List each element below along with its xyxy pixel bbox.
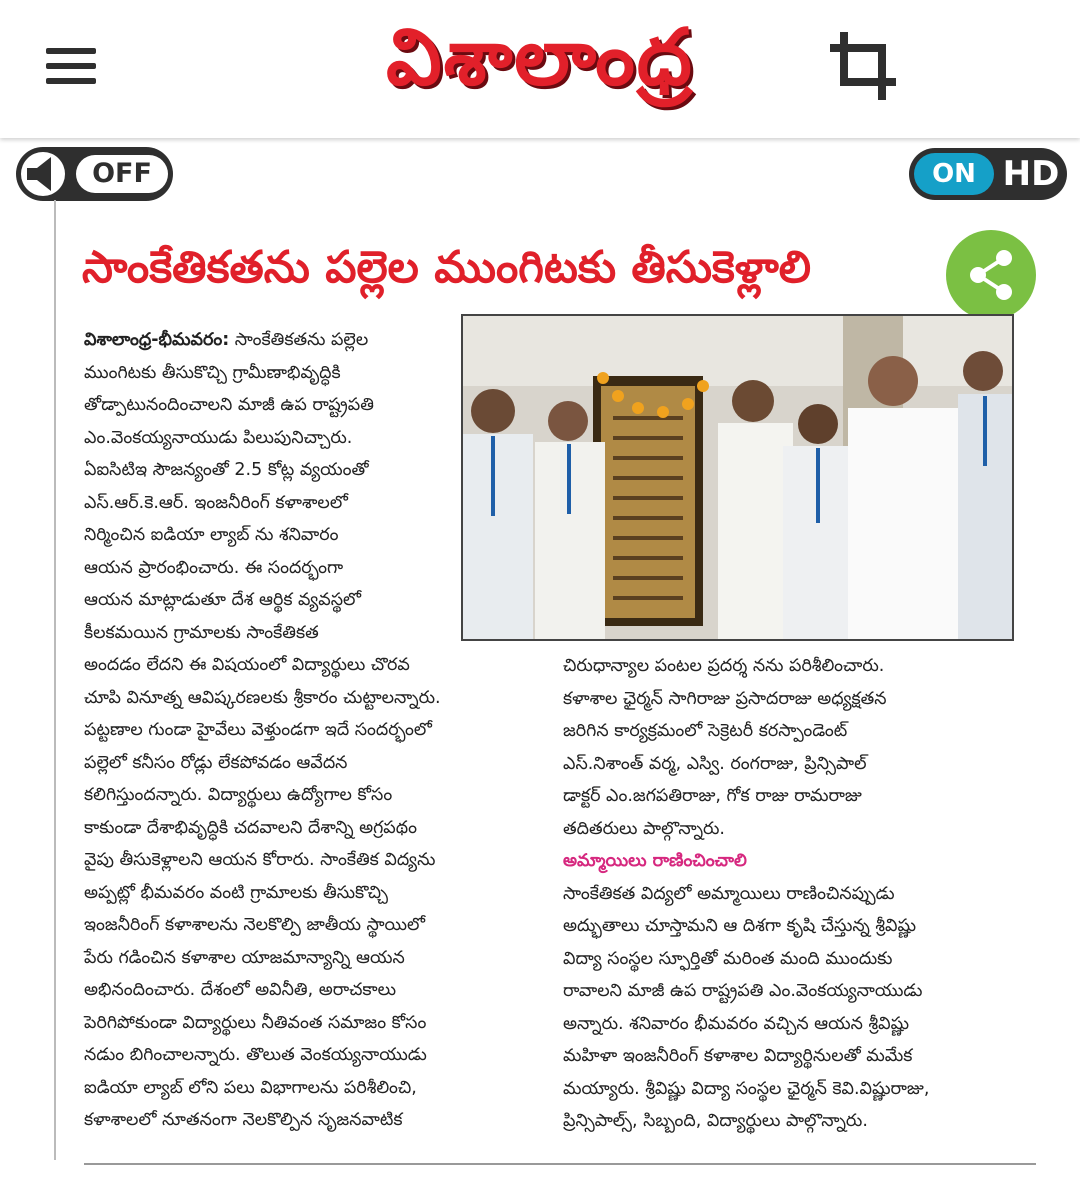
article-text-line: అద్భుతాలు చూస్తామని ఆ దిశగా కృషి చేస్తున్న శ్రీవిష్ణు [563,916,917,936]
top-app-bar [0,0,1080,138]
crop-icon [830,32,898,100]
share-button[interactable] [946,230,1036,320]
article-text-line: అందడం లేదని ఈ విషయంలో విద్యార్థులు చొరవ [84,655,410,675]
article-text-line: కలిగిస్తుందన్నారు. విద్యార్థులు ఉద్యోగాల కోసం [84,785,393,805]
article-text-line: ఇంజనీరింగ్ కళాశాలను నెలకొల్పి జాతీయ స్థాయిలో [84,915,426,935]
article-text-line: అప్పట్లో భీమవరం వంటి గ్రామాలకు తీసుకొచ్చి [84,882,389,903]
article-text-line: అభినందించారు. దేశంలో అవినీతి, అరాచకాలు [84,980,397,1000]
article-text-line: ఎస్.నిశాంత్ వర్మ, ఎస్వి. రంగరాజు, ప్రిన్సిపాల్ [563,753,867,774]
article-text-line: ఆయన ప్రారంభించారు. ఈ సందర్భంగా [84,557,344,578]
article-text-line: చిరుధాన్యాల పంటల ప్రదర్శ నను పరిశీలించారు. [563,656,885,676]
article-text-line: విశాలాంధ్ర-భీమవరం: సాంకేతికతను పల్లెల [84,330,369,350]
article-text-line: డాక్టర్ ఎం.జగపతిరాజు, గోక రాజు రామరాజు [563,786,862,806]
article-text-line: కళాశాల ఛైర్మన్ సాగిరాజు ప్రసాదరాజు అధ్యక్షతన [563,688,887,709]
article-column-left [84,324,456,1137]
article-text-line: ఆయన మాట్లాడుతూ దేశ ఆర్థిక వ్యవస్థలో [84,590,362,610]
article-text-line: ఎస్.ఆర్.కె.ఆర్. ఇంజనీరింగ్ కళాశాలలో [84,492,348,513]
article-text-line: పట్టణాల గుండా హైవేలు వెళ్తుండగా ఇదే సందర్భంలో [84,720,432,740]
article-text-line: నడుం బిగించాలన్నారు. తొలుత వెంకయ్యనాయుడు [84,1045,427,1065]
article-text-line: మయ్యారు. శ్రీవిష్ణు విద్యా సంస్థల ఛైర్మన్ కెవి.విష్ణురాజు, [563,1078,930,1099]
article-text-line: నిర్మించిన ఐడియా ల్యాబ్ ను శనివారం [84,525,339,545]
article-text-line: విద్యా సంస్థల స్ఫూర్తితో మరింత మంది ముందుకు [563,948,893,969]
hamburger-menu-icon [46,48,96,54]
article-text-line: పేరు గడించిన కళాశాల యాజమాన్యాన్ని ఆయన [84,947,405,968]
article-text-line: మహిళా ఇంజనీరింగ్ కళాశాల విద్యార్థినులతో మమేక [563,1046,913,1066]
article-text-line: ఏఐసిటిఇ సౌజన్యంతో 2.5 కోట్ల వ్యయంతో [84,460,369,480]
audio-toggle-label: OFF [76,155,168,193]
photo-image [463,316,1012,639]
speaker-icon [21,152,65,196]
article-text-line: ప్రిన్సిపాల్స్, సిబ్బంది, విద్యార్థులు పాల్గొన్నారు. [563,1111,868,1131]
article-text-line: వైపు తీసుకెళ్లాలని ఆయన కోరారు. సాంకేతిక విద్యను [84,850,436,870]
clipping-border-left [54,200,56,1160]
newspaper-logo[interactable]: విశాలాంధ్ర [386,12,694,103]
article-text-line: తోడ్పాటునందించాలని మాజీ ఉప రాష్ట్రపతి [84,395,374,415]
article-subheading: అమ్మాయిలు రాణించించాలి [563,851,747,871]
article-text-line: కళాశాలలో నూతనంగా నెలకొల్పిన సృజనవాటిక [84,1110,403,1130]
article-text-line: ఐడియా ల్యాబ్ లోని పలు విభాగాలను పరిశీలించి, [84,1077,417,1098]
audio-toggle-knob [21,152,65,196]
article-text-line: పల్లెలో కనీసం రోడ్లు లేకపోవడం ఆవేదన [84,752,348,773]
clipping-border-bottom [84,1163,1036,1165]
article-text-line: అన్నారు. శనివారం భీమవరం వచ్చిన ఆయన శ్రీవిష్ణు [563,1013,910,1034]
article-column-right [563,650,1015,1138]
hd-toggle[interactable] [909,148,1067,200]
article-dateline: విశాలాంధ్ర-భీమవరం: [84,330,230,350]
hd-toggle-state: ON [914,153,994,195]
audio-toggle[interactable] [16,147,173,201]
article-headline: సాంకేతికతను పల్లెల ముంగిటకు తీసుకెళ్లాలి [82,242,812,293]
article-text-line: సాంకేతికత విద్యలో అమ్మాయిలు రాణించినప్పుడు [563,883,895,904]
article-text-line: రావాలని మాజీ ఉప రాష్ట్రపతి ఎం.వెంకయ్యనాయుడు [563,981,923,1001]
article-photo [461,314,1014,641]
article-text-line: జరిగిన కార్యక్రమంలో సెక్రెటరీ కరస్పాండెంట్ [563,721,848,741]
article-text-line: ముంగిటకు తీసుకొచ్చి గ్రామీణాభివృద్ధికి [84,362,341,383]
share-icon [946,230,1036,320]
article-text-line: చూపి వినూత్న ఆవిష్కరణలకు శ్రీకారం చుట్టాలన్నారు. [84,687,441,708]
article-text-line: పెరిగిపోకుండా విద్యార్థులు నీతివంత సమాజం కోసం [84,1012,427,1033]
article-text-line: కీలకమయిన గ్రామాలకు సాంకేతికత [84,622,319,643]
article-text-line: కాకుండా దేశాభివృద్ధికి చదవాలని దేశాన్ని అగ్రపథం [84,817,417,838]
article-text-line: తదితరులు పాల్గొన్నారు. [563,818,725,839]
crop-button[interactable] [830,32,898,100]
hd-label: HD [1002,154,1060,194]
article-text-line: ఎం.వెంకయ్యనాయుడు పిలుపునిచ్చారు. [84,427,353,448]
menu-button[interactable] [46,48,96,88]
